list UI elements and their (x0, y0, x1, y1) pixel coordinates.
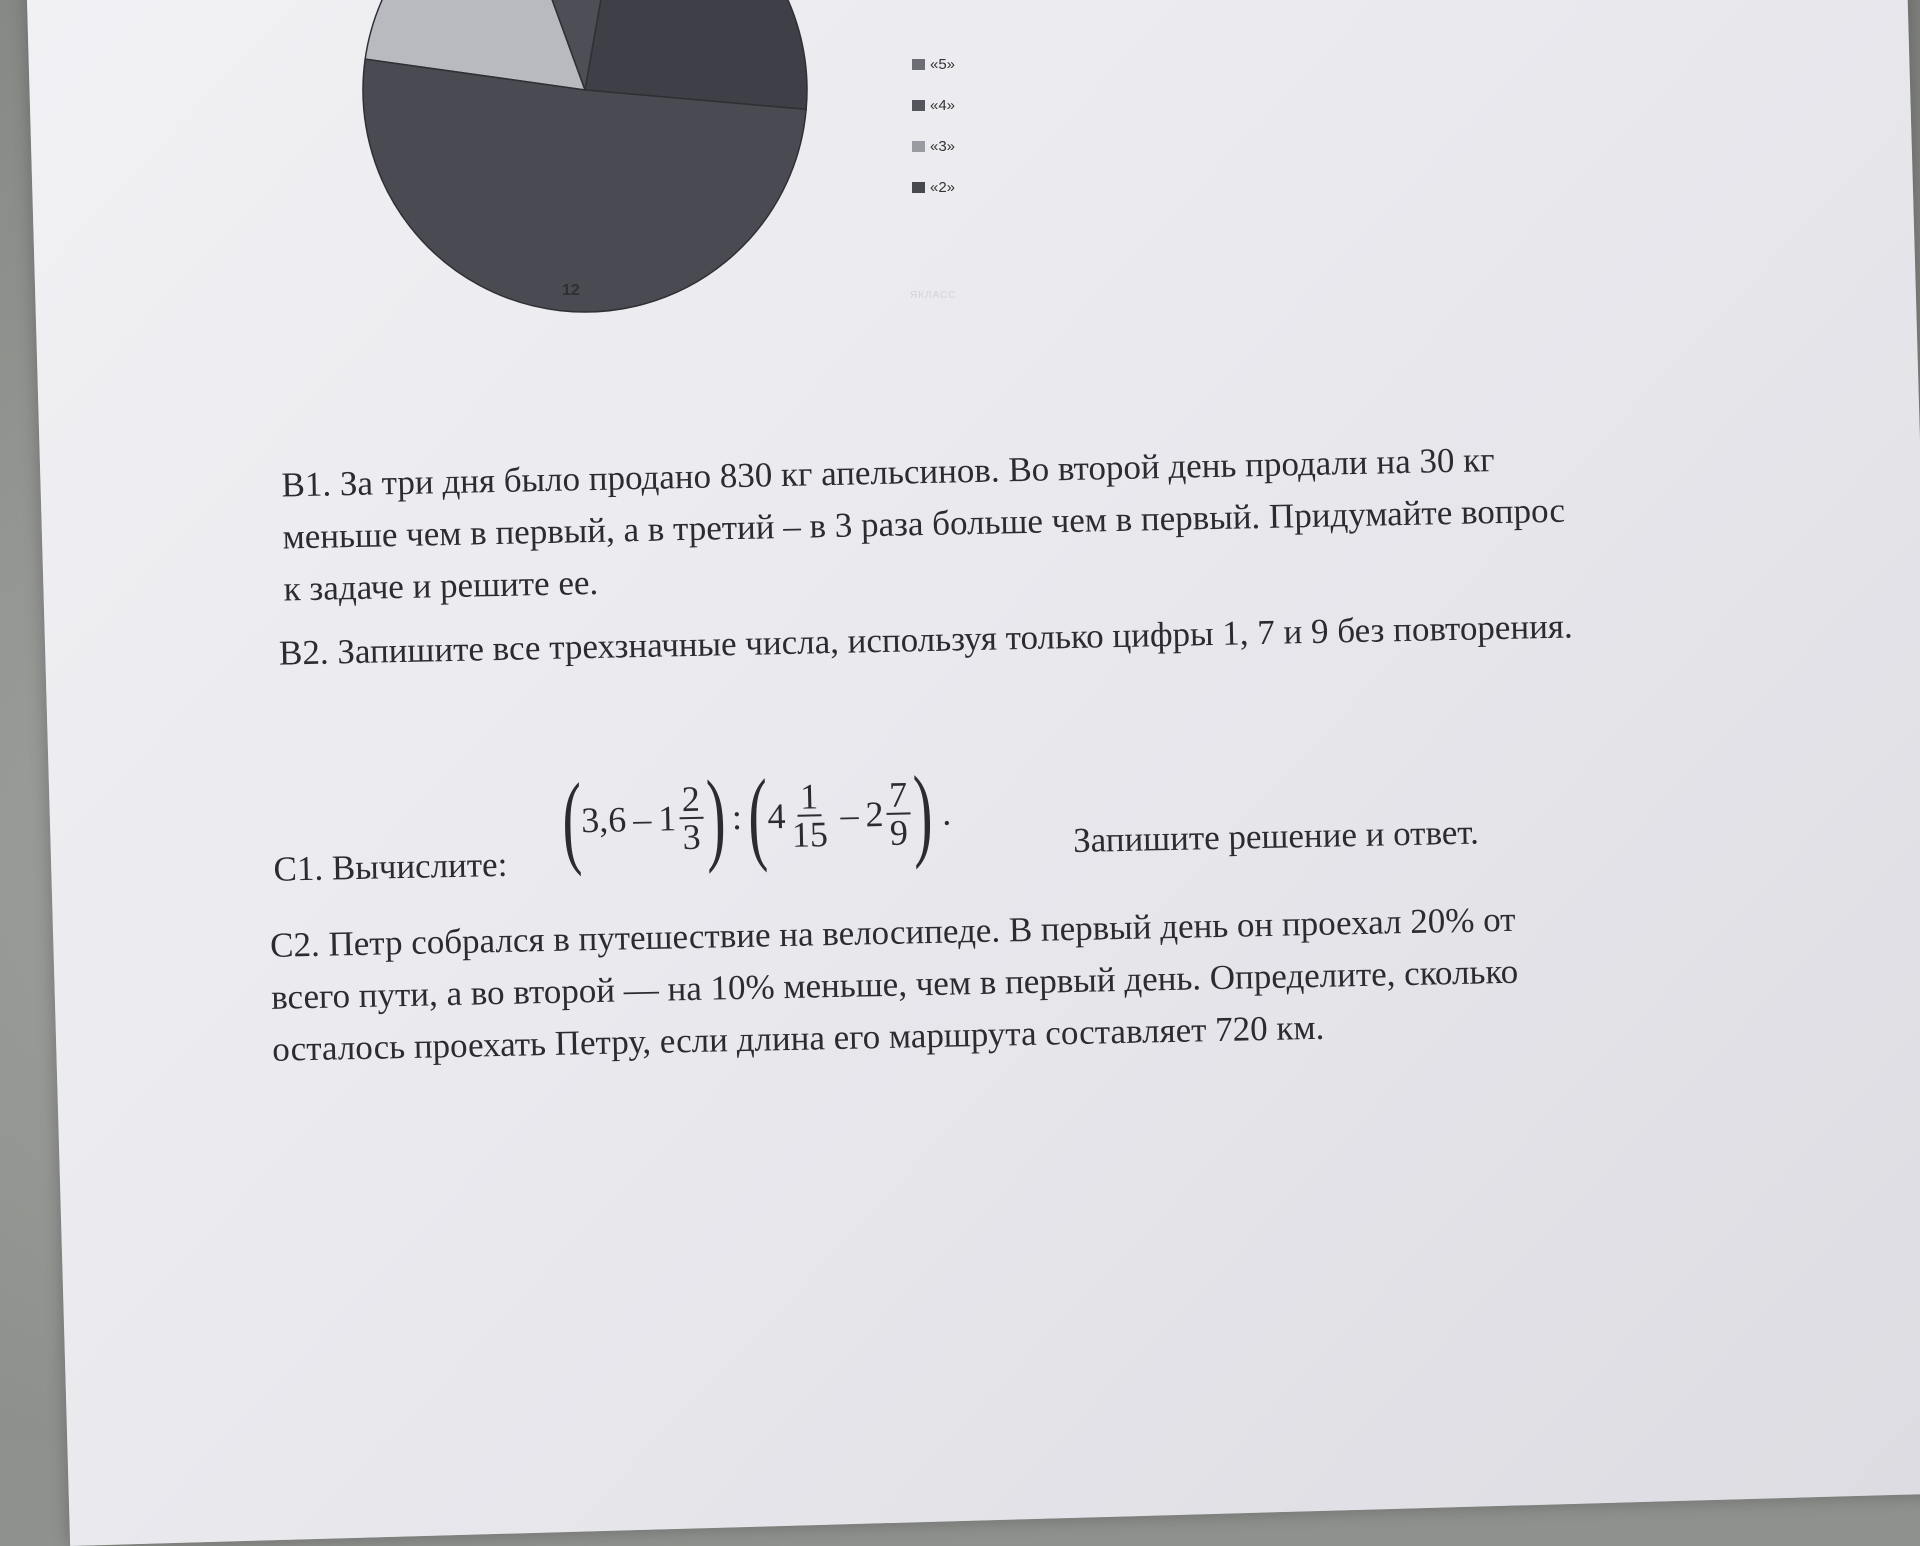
legend-label: «5» (930, 56, 956, 73)
open-paren: ( (747, 758, 769, 874)
fraction-3-denominator: 9 (889, 812, 909, 853)
close-paren: ) (704, 759, 727, 875)
legend-label: «4» (930, 97, 956, 114)
formula-minus: – (632, 798, 652, 840)
close-paren: ) (912, 754, 934, 871)
fraction-2 (788, 778, 832, 853)
legend-label: «3» (930, 138, 956, 155)
fraction-1-denominator: 3 (682, 816, 702, 858)
problem-c2: С2. Петр собрался в путешествие на велосипеде. В первый день он проехал 20% от всего пути, а во второй — на 10% меньше, чем в первый день. Определите, сколько осталось проехать Петру, если длина его маршрута составляет 720 км. (269, 899, 1519, 1069)
fraction-2-numerator: 1 (797, 778, 822, 816)
problem-b1: В1. За три дня было продано 830 кг апельсинов. Во второй день продали на 30 кг меньше чем в первый, а в третий – в 3 раза больше чем в первый. Придумайте вопрос к задаче и решите ее. (281, 440, 1566, 609)
formula-minus: – (840, 794, 859, 835)
open-paren: ( (561, 762, 583, 878)
fraction-2-denominator: 15 (791, 814, 829, 855)
problem-b2: В2. Запишите все трехзначные числа, используя только цифры 1, 7 и 9 без повторения. (278, 606, 1574, 673)
fraction-3-numerator: 7 (886, 776, 911, 814)
watermark: ЯКЛАСС (910, 290, 957, 301)
fraction-3 (886, 774, 912, 853)
fraction-1 (678, 778, 704, 858)
c1-formula (561, 754, 952, 878)
c1-tail-text: Запишите решение и ответ. (1072, 812, 1480, 860)
legend-label: «2» (930, 179, 956, 196)
formula-decimal: 3,6 (580, 799, 627, 841)
problem-c1 (272, 745, 1574, 892)
formula-whole-1: 1 (657, 798, 677, 839)
pie-label-12: 12 (562, 282, 580, 299)
formula-whole-2: 4 (767, 796, 786, 837)
fraction-1-numerator: 2 (678, 781, 703, 819)
formula-whole-3: 2 (865, 793, 884, 835)
formula-divide: : (731, 796, 743, 838)
formula-period: . (941, 792, 952, 833)
c1-lead-text: С1. Вычислите: (273, 844, 508, 889)
